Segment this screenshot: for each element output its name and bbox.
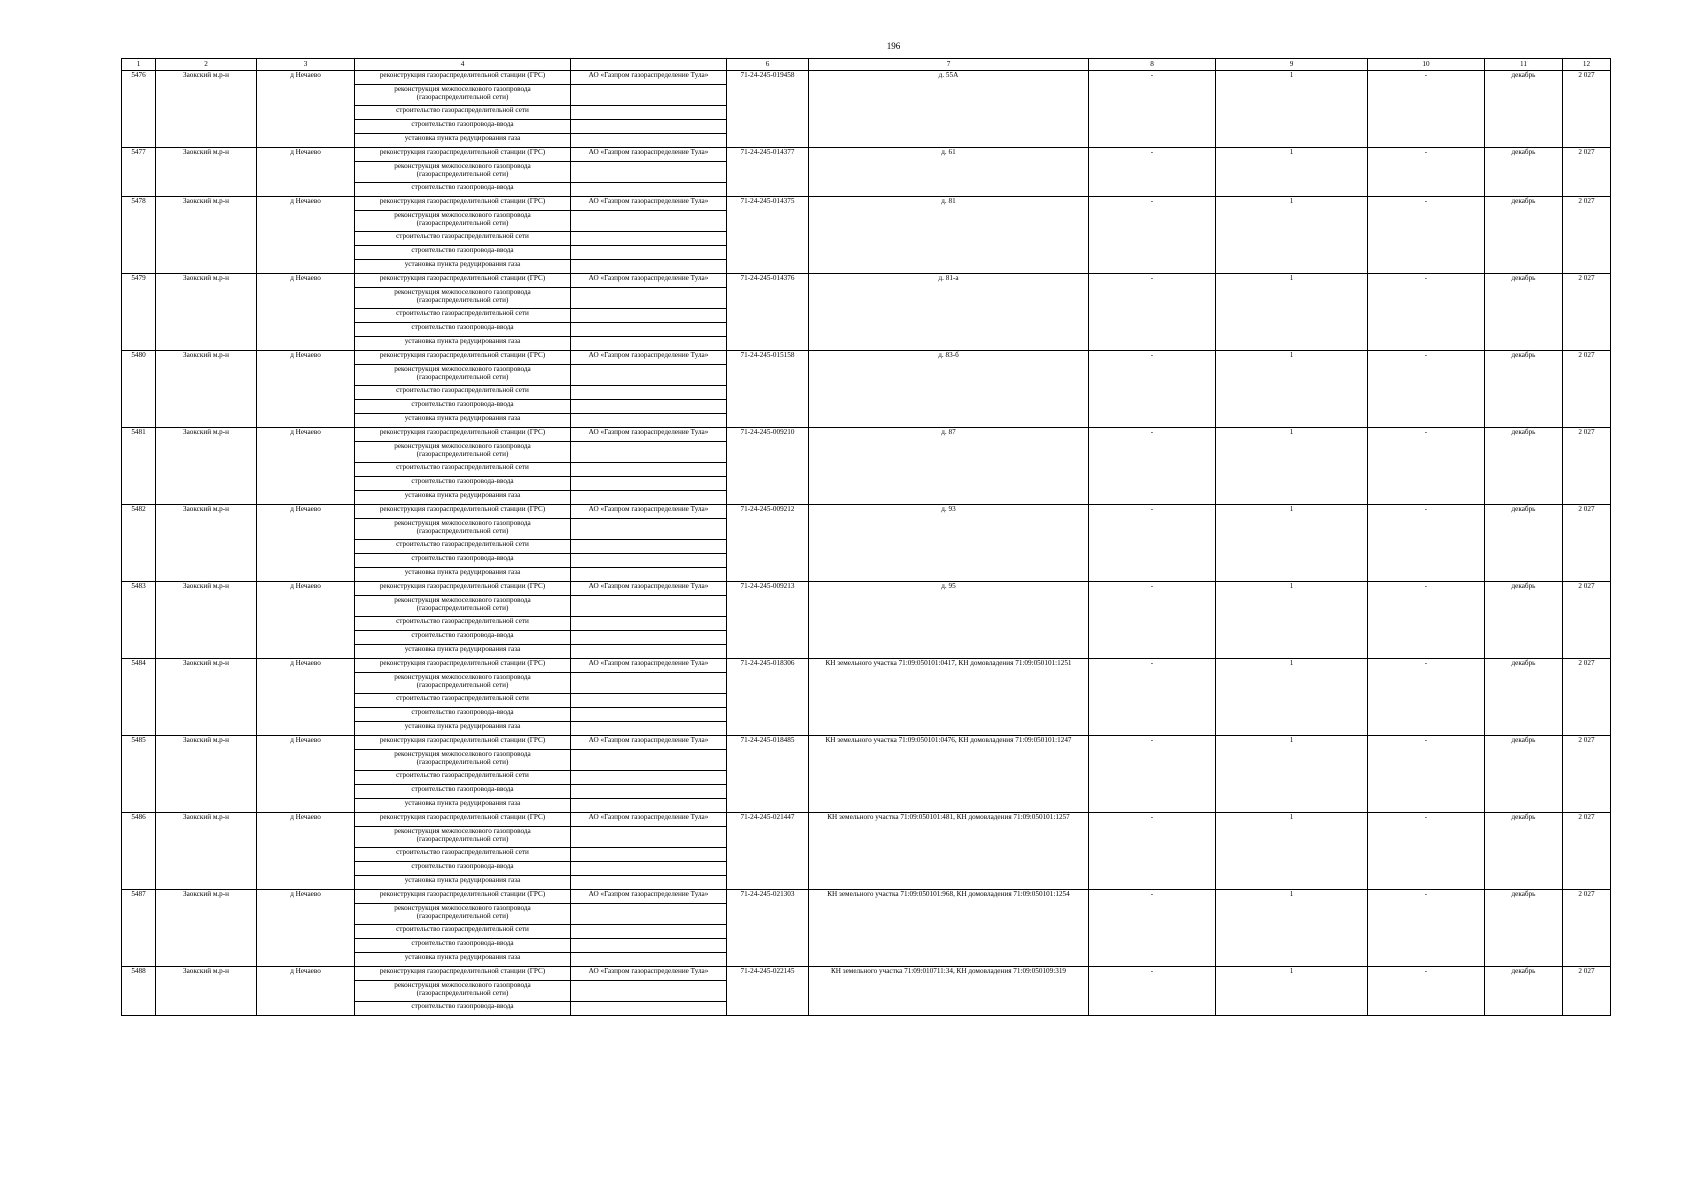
work-item: строительство газопровода-ввода [355, 939, 571, 953]
work-item: реконструкция межпоселкового газопровода (газораспределительной сети) [355, 519, 571, 540]
district: Заокский м.р-н [156, 890, 257, 967]
locality: д Нечаево [257, 197, 355, 274]
locality: д Нечаево [257, 71, 355, 148]
year: 2 027 [1563, 428, 1611, 505]
organization-empty [571, 491, 727, 505]
work-item: реконструкция межпоселкового газопровода (газораспределительной сети) [355, 750, 571, 771]
organization-empty [571, 568, 727, 582]
col-10-value: - [1368, 890, 1485, 967]
month: декабрь [1485, 813, 1563, 890]
address: д. 87 [809, 428, 1089, 505]
col-9-value: 1 [1216, 967, 1368, 1016]
locality: д Нечаево [257, 736, 355, 813]
work-item: реконструкция газораспределительной станции (ГРС) [355, 71, 571, 85]
work-item: строительство газопровода-ввода [355, 554, 571, 568]
col-10-value: - [1368, 659, 1485, 736]
col-8-value: - [1089, 813, 1216, 890]
col-9-value: 1 [1216, 890, 1368, 967]
organization: АО «Газпром газораспределение Тула» [571, 736, 727, 750]
locality: д Нечаево [257, 351, 355, 428]
object-code: 71-24-245-009213 [727, 582, 809, 659]
record-number: 5481 [122, 428, 156, 505]
col-8-value: - [1089, 71, 1216, 148]
column-header: 11 [1485, 59, 1563, 71]
organization: АО «Газпром газораспределение Тула» [571, 148, 727, 162]
organization-empty [571, 708, 727, 722]
object-code: 71-24-245-018306 [727, 659, 809, 736]
organization-empty [571, 939, 727, 953]
organization-empty [571, 722, 727, 736]
col-8-value: - [1089, 197, 1216, 274]
locality: д Нечаево [257, 428, 355, 505]
organization: АО «Газпром газораспределение Тула» [571, 967, 727, 981]
table-row [122, 659, 1611, 673]
work-item: реконструкция газораспределительной станции (ГРС) [355, 736, 571, 750]
col-9-value: 1 [1216, 274, 1368, 351]
table-row [122, 736, 1611, 750]
year: 2 027 [1563, 148, 1611, 197]
work-item: строительство газопровода-ввода [355, 785, 571, 799]
col-10-value: - [1368, 505, 1485, 582]
col-10-value: - [1368, 428, 1485, 505]
work-item: строительство газораспределительной сети [355, 463, 571, 477]
column-header [571, 59, 727, 71]
work-item: установка пункта редуцирования газа [355, 414, 571, 428]
column-header: 6 [727, 59, 809, 71]
locality: д Нечаево [257, 813, 355, 890]
organization-empty [571, 134, 727, 148]
record-number: 5484 [122, 659, 156, 736]
month: декабрь [1485, 428, 1563, 505]
work-item: строительство газораспределительной сети [355, 309, 571, 323]
work-item: строительство газораспределительной сети [355, 617, 571, 631]
work-item: реконструкция межпоселкового газопровода (газораспределительной сети) [355, 904, 571, 925]
organization-empty [571, 323, 727, 337]
work-item: строительство газораспределительной сети [355, 848, 571, 862]
record-number: 5487 [122, 890, 156, 967]
locality: д Нечаево [257, 659, 355, 736]
work-item: реконструкция межпоселкового газопровода (газораспределительной сети) [355, 442, 571, 463]
organization-empty [571, 554, 727, 568]
year: 2 027 [1563, 71, 1611, 148]
district: Заокский м.р-н [156, 813, 257, 890]
month: декабрь [1485, 967, 1563, 1016]
organization-empty [571, 477, 727, 491]
col-10-value: - [1368, 582, 1485, 659]
organization-empty [571, 260, 727, 274]
work-item: строительство газопровода-ввода [355, 862, 571, 876]
work-item: строительство газораспределительной сети [355, 925, 571, 939]
organization-empty [571, 463, 727, 477]
organization-empty [571, 750, 727, 771]
col-9-value: 1 [1216, 428, 1368, 505]
organization-empty [571, 246, 727, 260]
organization-empty [571, 848, 727, 862]
organization: АО «Газпром газораспределение Тула» [571, 659, 727, 673]
work-item: строительство газопровода-ввода [355, 631, 571, 645]
work-item: строительство газораспределительной сети [355, 232, 571, 246]
table-row [122, 967, 1611, 981]
work-item: реконструкция межпоселкового газопровода (газораспределительной сети) [355, 288, 571, 309]
col-10-value: - [1368, 274, 1485, 351]
month: декабрь [1485, 351, 1563, 428]
work-item: установка пункта редуцирования газа [355, 645, 571, 659]
organization: АО «Газпром газораспределение Тула» [571, 351, 727, 365]
address: д. 61 [809, 148, 1089, 197]
col-9-value: 1 [1216, 71, 1368, 148]
work-item: установка пункта редуцирования газа [355, 134, 571, 148]
work-item: реконструкция газораспределительной станции (ГРС) [355, 659, 571, 673]
table-row [122, 428, 1611, 442]
object-code: 71-24-245-015158 [727, 351, 809, 428]
col-9-value: 1 [1216, 197, 1368, 274]
organization-empty [571, 365, 727, 386]
col-9-value: 1 [1216, 351, 1368, 428]
record-number: 5483 [122, 582, 156, 659]
year: 2 027 [1563, 967, 1611, 1016]
record-number: 5485 [122, 736, 156, 813]
organization-empty [571, 540, 727, 554]
address: д. 83-б [809, 351, 1089, 428]
organization-empty [571, 862, 727, 876]
record-number: 5479 [122, 274, 156, 351]
record-number: 5480 [122, 351, 156, 428]
district: Заокский м.р-н [156, 736, 257, 813]
table-row [122, 197, 1611, 211]
organization-empty [571, 400, 727, 414]
district: Заокский м.р-н [156, 659, 257, 736]
work-item: строительство газораспределительной сети [355, 540, 571, 554]
locality: д Нечаево [257, 505, 355, 582]
col-10-value: - [1368, 71, 1485, 148]
table-body [122, 59, 1611, 1016]
work-item: реконструкция газораспределительной станции (ГРС) [355, 890, 571, 904]
column-header: 3 [257, 59, 355, 71]
month: декабрь [1485, 736, 1563, 813]
organization: АО «Газпром газораспределение Тула» [571, 428, 727, 442]
month: декабрь [1485, 505, 1563, 582]
col-8-value: - [1089, 351, 1216, 428]
record-number: 5477 [122, 148, 156, 197]
work-item: реконструкция межпоселкового газопровода (газораспределительной сети) [355, 673, 571, 694]
organization-empty [571, 337, 727, 351]
organization-empty [571, 414, 727, 428]
district: Заокский м.р-н [156, 148, 257, 197]
organization-empty [571, 771, 727, 785]
district: Заокский м.р-н [156, 197, 257, 274]
organization-empty [571, 799, 727, 813]
record-number: 5488 [122, 967, 156, 1016]
work-item: установка пункта редуцирования газа [355, 337, 571, 351]
district: Заокский м.р-н [156, 582, 257, 659]
col-10-value: - [1368, 736, 1485, 813]
month: декабрь [1485, 71, 1563, 148]
object-code: 71-24-245-021303 [727, 890, 809, 967]
column-header: 8 [1089, 59, 1216, 71]
address: д. 55А [809, 71, 1089, 148]
work-item: строительство газораспределительной сети [355, 771, 571, 785]
year: 2 027 [1563, 274, 1611, 351]
work-item: установка пункта редуцирования газа [355, 568, 571, 582]
organization-empty [571, 386, 727, 400]
year: 2 027 [1563, 582, 1611, 659]
district: Заокский м.р-н [156, 505, 257, 582]
col-8-value: - [1089, 890, 1216, 967]
record-number: 5478 [122, 197, 156, 274]
year: 2 027 [1563, 890, 1611, 967]
district: Заокский м.р-н [156, 351, 257, 428]
district: Заокский м.р-н [156, 967, 257, 1016]
work-item: строительство газораспределительной сети [355, 386, 571, 400]
address: д. 81 [809, 197, 1089, 274]
work-item: установка пункта редуцирования газа [355, 876, 571, 890]
work-item: реконструкция газораспределительной станции (ГРС) [355, 582, 571, 596]
record-number: 5486 [122, 813, 156, 890]
organization-empty [571, 925, 727, 939]
organization-empty [571, 694, 727, 708]
locality: д Нечаево [257, 274, 355, 351]
table-row [122, 582, 1611, 596]
work-item: строительство газораспределительной сети [355, 106, 571, 120]
organization: АО «Газпром газораспределение Тула» [571, 197, 727, 211]
work-item: реконструкция газораспределительной станции (ГРС) [355, 505, 571, 519]
work-item: установка пункта редуцирования газа [355, 491, 571, 505]
work-item: реконструкция межпоселкового газопровода (газораспределительной сети) [355, 211, 571, 232]
col-9-value: 1 [1216, 505, 1368, 582]
address: д. 95 [809, 582, 1089, 659]
address: КН земельного участка 71:09:050101:0476, КН домовладения 71:09:050101:1247 [809, 736, 1089, 813]
work-item: установка пункта редуцирования газа [355, 799, 571, 813]
table-row [122, 890, 1611, 904]
column-header: 2 [156, 59, 257, 71]
organization-empty [571, 904, 727, 925]
work-item: реконструкция газораспределительной станции (ГРС) [355, 351, 571, 365]
organization-empty [571, 645, 727, 659]
col-8-value: - [1089, 736, 1216, 813]
object-code: 71-24-245-019458 [727, 71, 809, 148]
month: декабрь [1485, 582, 1563, 659]
col-8-value: - [1089, 967, 1216, 1016]
organization-empty [571, 596, 727, 617]
locality: д Нечаево [257, 890, 355, 967]
column-header: 4 [355, 59, 571, 71]
work-item: строительство газопровода-ввода [355, 1002, 571, 1016]
col-10-value: - [1368, 197, 1485, 274]
organization-empty [571, 211, 727, 232]
address: д. 81-а [809, 274, 1089, 351]
col-8-value: - [1089, 148, 1216, 197]
organization: АО «Газпром газораспределение Тула» [571, 71, 727, 85]
organization-empty [571, 876, 727, 890]
work-item: реконструкция межпоселкового газопровода (газораспределительной сети) [355, 596, 571, 617]
address: д. 93 [809, 505, 1089, 582]
organization-empty [571, 785, 727, 799]
organization: АО «Газпром газораспределение Тула» [571, 813, 727, 827]
work-item: строительство газопровода-ввода [355, 246, 571, 260]
col-8-value: - [1089, 505, 1216, 582]
locality: д Нечаево [257, 148, 355, 197]
work-item: реконструкция межпоселкового газопровода (газораспределительной сети) [355, 827, 571, 848]
month: декабрь [1485, 890, 1563, 967]
col-9-value: 1 [1216, 148, 1368, 197]
work-item: строительство газораспределительной сети [355, 694, 571, 708]
col-10-value: - [1368, 351, 1485, 428]
address: КН земельного участка 71:09:050101:968, КН домовладения 71:09:050101:1254 [809, 890, 1089, 967]
district: Заокский м.р-н [156, 71, 257, 148]
organization-empty [571, 617, 727, 631]
column-header: 7 [809, 59, 1089, 71]
organization-empty [571, 981, 727, 1002]
table-row [122, 351, 1611, 365]
month: декабрь [1485, 197, 1563, 274]
work-item: строительство газопровода-ввода [355, 477, 571, 491]
organization-empty [571, 162, 727, 183]
table-row [122, 274, 1611, 288]
work-item: установка пункта редуцирования газа [355, 260, 571, 274]
object-code: 71-24-245-014377 [727, 148, 809, 197]
organization-empty [571, 442, 727, 463]
year: 2 027 [1563, 659, 1611, 736]
month: декабрь [1485, 274, 1563, 351]
year: 2 027 [1563, 813, 1611, 890]
work-item: реконструкция межпоселкового газопровода (газораспределительной сети) [355, 85, 571, 106]
year: 2 027 [1563, 351, 1611, 428]
organization-empty [571, 309, 727, 323]
object-code: 71-24-245-009212 [727, 505, 809, 582]
work-item: строительство газопровода-ввода [355, 120, 571, 134]
organization-empty [571, 106, 727, 120]
organization: АО «Газпром газораспределение Тула» [571, 505, 727, 519]
work-item: реконструкция газораспределительной станции (ГРС) [355, 813, 571, 827]
record-number: 5476 [122, 71, 156, 148]
object-code: 71-24-245-014375 [727, 197, 809, 274]
gasification-table [121, 58, 1611, 1016]
page-number: 196 [886, 41, 901, 51]
record-number: 5482 [122, 505, 156, 582]
address: КН земельного участка 71:09:050101:481, КН домовладения 71:09:050101:1257 [809, 813, 1089, 890]
work-item: реконструкция газораспределительной станции (ГРС) [355, 428, 571, 442]
col-8-value: - [1089, 582, 1216, 659]
object-code: 71-24-245-009210 [727, 428, 809, 505]
column-header-row [122, 59, 1611, 71]
month: декабрь [1485, 148, 1563, 197]
work-item: строительство газопровода-ввода [355, 400, 571, 414]
organization-empty [571, 232, 727, 246]
month: декабрь [1485, 659, 1563, 736]
year: 2 027 [1563, 505, 1611, 582]
object-code: 71-24-245-021447 [727, 813, 809, 890]
column-header: 1 [122, 59, 156, 71]
work-item: реконструкция газораспределительной станции (ГРС) [355, 967, 571, 981]
col-9-value: 1 [1216, 659, 1368, 736]
object-code: 71-24-245-018485 [727, 736, 809, 813]
organization-empty [571, 120, 727, 134]
address: КН земельного участка 71:09:050101:0417, КН домовладения 71:09:050101:1251 [809, 659, 1089, 736]
work-item: реконструкция газораспределительной станции (ГРС) [355, 148, 571, 162]
object-code: 71-24-245-022145 [727, 967, 809, 1016]
locality: д Нечаево [257, 967, 355, 1016]
organization-empty [571, 953, 727, 967]
col-10-value: - [1368, 148, 1485, 197]
work-item: реконструкция межпоселкового газопровода (газораспределительной сети) [355, 981, 571, 1002]
table-row [122, 813, 1611, 827]
address: КН земельного участка 71:09:010711:34, КН домовладения 71:09:050109:319 [809, 967, 1089, 1016]
work-item: строительство газопровода-ввода [355, 323, 571, 337]
work-item: установка пункта редуцирования газа [355, 722, 571, 736]
col-8-value: - [1089, 428, 1216, 505]
col-10-value: - [1368, 967, 1485, 1016]
column-header: 10 [1368, 59, 1485, 71]
column-header: 12 [1563, 59, 1611, 71]
organization-empty [571, 1002, 727, 1016]
table-row [122, 148, 1611, 162]
organization-empty [571, 827, 727, 848]
year: 2 027 [1563, 197, 1611, 274]
locality: д Нечаево [257, 582, 355, 659]
work-item: реконструкция газораспределительной станции (ГРС) [355, 197, 571, 211]
organization: АО «Газпром газораспределение Тула» [571, 582, 727, 596]
year: 2 027 [1563, 736, 1611, 813]
organization-empty [571, 673, 727, 694]
work-item: реконструкция газораспределительной станции (ГРС) [355, 274, 571, 288]
work-item: строительство газопровода-ввода [355, 183, 571, 197]
work-item: реконструкция межпоселкового газопровода (газораспределительной сети) [355, 162, 571, 183]
col-9-value: 1 [1216, 813, 1368, 890]
organization-empty [571, 519, 727, 540]
organization-empty [571, 85, 727, 106]
col-9-value: 1 [1216, 582, 1368, 659]
col-8-value: - [1089, 274, 1216, 351]
col-9-value: 1 [1216, 736, 1368, 813]
table-row [122, 71, 1611, 85]
col-10-value: - [1368, 813, 1485, 890]
organization-empty [571, 631, 727, 645]
work-item: строительство газопровода-ввода [355, 708, 571, 722]
table-row [122, 505, 1611, 519]
district: Заокский м.р-н [156, 428, 257, 505]
column-header: 9 [1216, 59, 1368, 71]
organization: АО «Газпром газораспределение Тула» [571, 274, 727, 288]
organization-empty [571, 288, 727, 309]
organization-empty [571, 183, 727, 197]
work-item: установка пункта редуцирования газа [355, 953, 571, 967]
object-code: 71-24-245-014376 [727, 274, 809, 351]
organization: АО «Газпром газораспределение Тула» [571, 890, 727, 904]
col-8-value: - [1089, 659, 1216, 736]
district: Заокский м.р-н [156, 274, 257, 351]
work-item: реконструкция межпоселкового газопровода (газораспределительной сети) [355, 365, 571, 386]
